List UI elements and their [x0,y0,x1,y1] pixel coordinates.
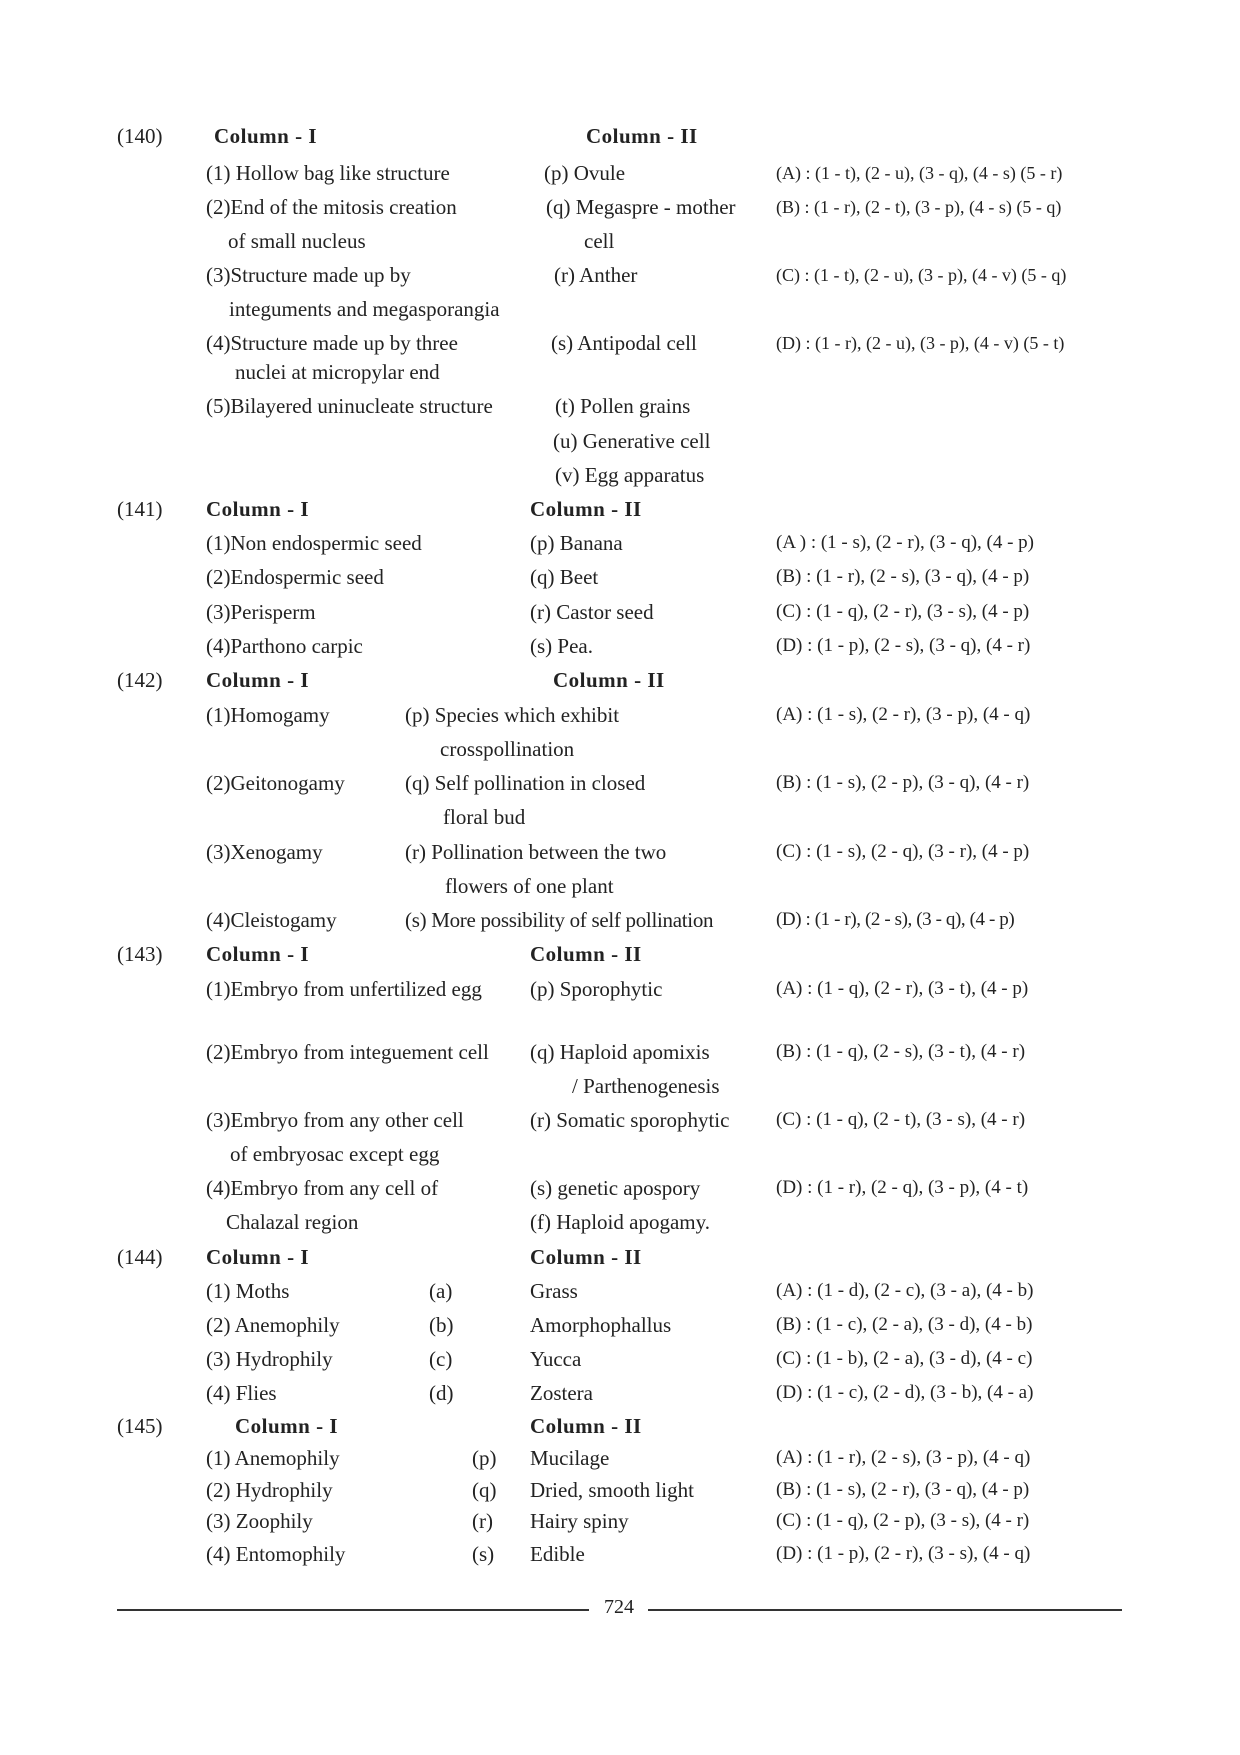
column-ii-item: (p) Banana [530,531,623,555]
column-ii-item: (q) Self pollination in closed [405,771,646,795]
item-key: (a) [429,1279,453,1303]
column-i-heading: Column - I [235,1414,339,1438]
column-i-item: (1)Embryo from unfertilized egg [206,977,482,1001]
item-key: (d) [429,1381,454,1405]
column-ii-item-continued: flowers of one plant [445,874,614,898]
column-i-heading: Column - I [206,942,310,966]
question-number: (142) [117,668,163,692]
item-key: (p) [472,1446,497,1470]
footer-rule-left [117,1609,589,1611]
column-i-item: (4)Parthono carpic [206,634,363,658]
question-number: (144) [117,1245,163,1269]
answer-option: (B) : (1 - r), (2 - s), (3 - q), (4 - p) [776,566,1030,587]
column-i-item: (5)Bilayered uninucleate structure [206,394,493,418]
column-i-heading: Column - I [206,1245,310,1269]
column-i-item: (4) Flies [206,1381,277,1405]
answer-option: (A) : (1 - s), (2 - r), (3 - p), (4 - q) [776,704,1031,725]
column-ii-item: (u) Generative cell [553,429,711,453]
column-i-item-continued: integuments and megasporangia [229,297,500,321]
column-i-heading: Column - I [214,124,318,148]
answer-option: (D) : (1 - r), (2 - q), (3 - p), (4 - t) [776,1177,1029,1198]
answer-option: (B) : (1 - c), (2 - a), (3 - d), (4 - b) [776,1314,1033,1335]
column-ii-item: Dried, smooth light [530,1478,694,1502]
answer-option: (B) : (1 - r), (2 - t), (3 - p), (4 - s) (5 - q) [776,197,1062,217]
column-i-item: (2) Hydrophily [206,1478,333,1502]
column-ii-item: (v) Egg apparatus [555,463,705,487]
answer-option: (B) : (1 - s), (2 - p), (3 - q), (4 - r) [776,772,1030,793]
column-ii-item: Edible [530,1542,585,1566]
column-i-item: (4)Cleistogamy [206,908,337,932]
question-number: (141) [117,497,163,521]
column-i-item: (4)Structure made up by three [206,331,458,355]
column-ii-heading: Column - II [530,1245,642,1269]
item-key: (c) [429,1347,453,1371]
column-ii-item-continued: crosspollination [440,737,575,761]
answer-option: (A) : (1 - d), (2 - c), (3 - a), (4 - b) [776,1280,1034,1301]
column-ii-heading: Column - II [586,124,698,148]
column-ii-item: (t) Pollen grains [555,394,691,418]
column-i-item: (3)Perisperm [206,600,316,624]
column-ii-item: (q) Haploid apomixis [530,1040,710,1064]
column-i-item: (1) Hollow bag like structure [206,161,450,185]
column-i-item: (4)Embryo from any cell of [206,1176,439,1200]
column-i-item: (2)Endospermic seed [206,565,384,589]
column-i-item-continued: nuclei at micropylar end [235,360,440,384]
column-ii-item: (r) Anther [554,263,638,287]
answer-option: (D) : (1 - c), (2 - d), (3 - b), (4 - a) [776,1382,1034,1403]
column-i-item: (1) Moths [206,1279,290,1303]
column-i-item: (2)End of the mitosis creation [206,195,457,219]
answer-option: (A) : (1 - t), (2 - u), (3 - q), (4 - s) (5 - r) [776,163,1063,183]
column-ii-item: Mucilage [530,1446,610,1470]
answer-option: (C) : (1 - s), (2 - q), (3 - r), (4 - p) [776,841,1030,862]
column-ii-item: (r) Castor seed [530,600,654,624]
answer-option: (C) : (1 - q), (2 - p), (3 - s), (4 - r) [776,1510,1030,1531]
column-i-item-continued: Chalazal region [226,1210,359,1234]
column-ii-item: (p) Ovule [544,161,626,185]
column-ii-item: (r) Somatic sporophytic [530,1108,730,1132]
answer-option: (D) : (1 - r), (2 - s), (3 - q), (4 - p) [776,909,1015,930]
column-ii-item: (p) Species which exhibit [405,703,620,727]
column-ii-item: (p) Sporophytic [530,977,663,1001]
column-ii-item: Zostera [530,1381,593,1405]
column-ii-item: Hairy spiny [530,1509,629,1533]
column-ii-item: (q) Beet [530,565,599,589]
question-number: (143) [117,942,163,966]
column-ii-item: (s) Pea. [530,634,593,658]
question-number: (145) [117,1414,163,1438]
column-i-item: (4) Entomophily [206,1542,346,1566]
column-ii-item: (q) Megaspre - mother [546,195,736,219]
column-i-heading: Column - I [206,497,310,521]
column-ii-item: Grass [530,1279,578,1303]
column-i-item: (1) Anemophily [206,1446,340,1470]
column-ii-item: (s) Antipodal cell [551,331,697,355]
column-i-item: (1)Homogamy [206,703,330,727]
column-i-item-continued: of small nucleus [228,229,366,253]
answer-option: (D) : (1 - r), (2 - u), (3 - p), (4 - v) (5 - t) [776,333,1065,353]
column-ii-item: (s) More possibility of self pollination [405,908,714,932]
column-ii-item-continued: / Parthenogenesis [572,1074,720,1098]
column-i-item-continued: of embryosac except egg [230,1142,440,1166]
page-number: 724 [604,1596,634,1618]
answer-option: (C) : (1 - b), (2 - a), (3 - d), (4 - c) [776,1348,1033,1369]
answer-option: (D) : (1 - p), (2 - s), (3 - q), (4 - r) [776,635,1031,656]
column-i-item: (3)Embryo from any other cell [206,1108,464,1132]
column-ii-item: Amorphophallus [530,1313,672,1337]
column-i-item: (2)Geitonogamy [206,771,345,795]
column-i-item: (2) Anemophily [206,1313,340,1337]
column-ii-item-continued: floral bud [443,805,526,829]
answer-option: (A) : (1 - q), (2 - r), (3 - t), (4 - p) [776,978,1029,999]
column-i-item: (3) Hydrophily [206,1347,333,1371]
item-key: (b) [429,1313,454,1337]
item-key: (q) [472,1478,497,1502]
column-i-item: (3)Xenogamy [206,840,323,864]
column-i-item: (3) Zoophily [206,1509,313,1533]
column-i-item: (1)Non endospermic seed [206,531,422,555]
answer-option: (A) : (1 - r), (2 - s), (3 - p), (4 - q) [776,1447,1031,1468]
answer-option: (D) : (1 - p), (2 - r), (3 - s), (4 - q) [776,1543,1031,1564]
item-key: (s) [472,1542,495,1566]
answer-option: (B) : (1 - s), (2 - r), (3 - q), (4 - p) [776,1479,1030,1500]
column-i-item: (2)Embryo from integuement cell [206,1040,489,1064]
column-ii-heading: Column - II [553,668,665,692]
column-ii-item: (s) genetic apospory [530,1176,701,1200]
item-key: (r) [472,1509,493,1533]
column-i-heading: Column - I [206,668,310,692]
footer-rule-right [648,1609,1122,1611]
answer-option: (A ) : (1 - s), (2 - r), (3 - q), (4 - p) [776,532,1035,553]
column-ii-heading: Column - II [530,1414,642,1438]
answer-option: (C) : (1 - q), (2 - t), (3 - s), (4 - r) [776,1109,1026,1130]
column-ii-heading: Column - II [530,497,642,521]
column-ii-item: Yucca [530,1347,582,1371]
column-ii-item: (r) Pollination between the two [405,840,667,864]
question-number: (140) [117,124,163,148]
column-ii-item-continued: cell [584,229,615,253]
column-i-item: (3)Structure made up by [206,263,411,287]
answer-option: (C) : (1 - q), (2 - r), (3 - s), (4 - p) [776,601,1030,622]
column-ii-heading: Column - II [530,942,642,966]
column-ii-item: (f) Haploid apogamy. [530,1210,710,1234]
answer-option: (B) : (1 - q), (2 - s), (3 - t), (4 - r) [776,1041,1026,1062]
answer-option: (C) : (1 - t), (2 - u), (3 - p), (4 - v) (5 - q) [776,265,1067,285]
